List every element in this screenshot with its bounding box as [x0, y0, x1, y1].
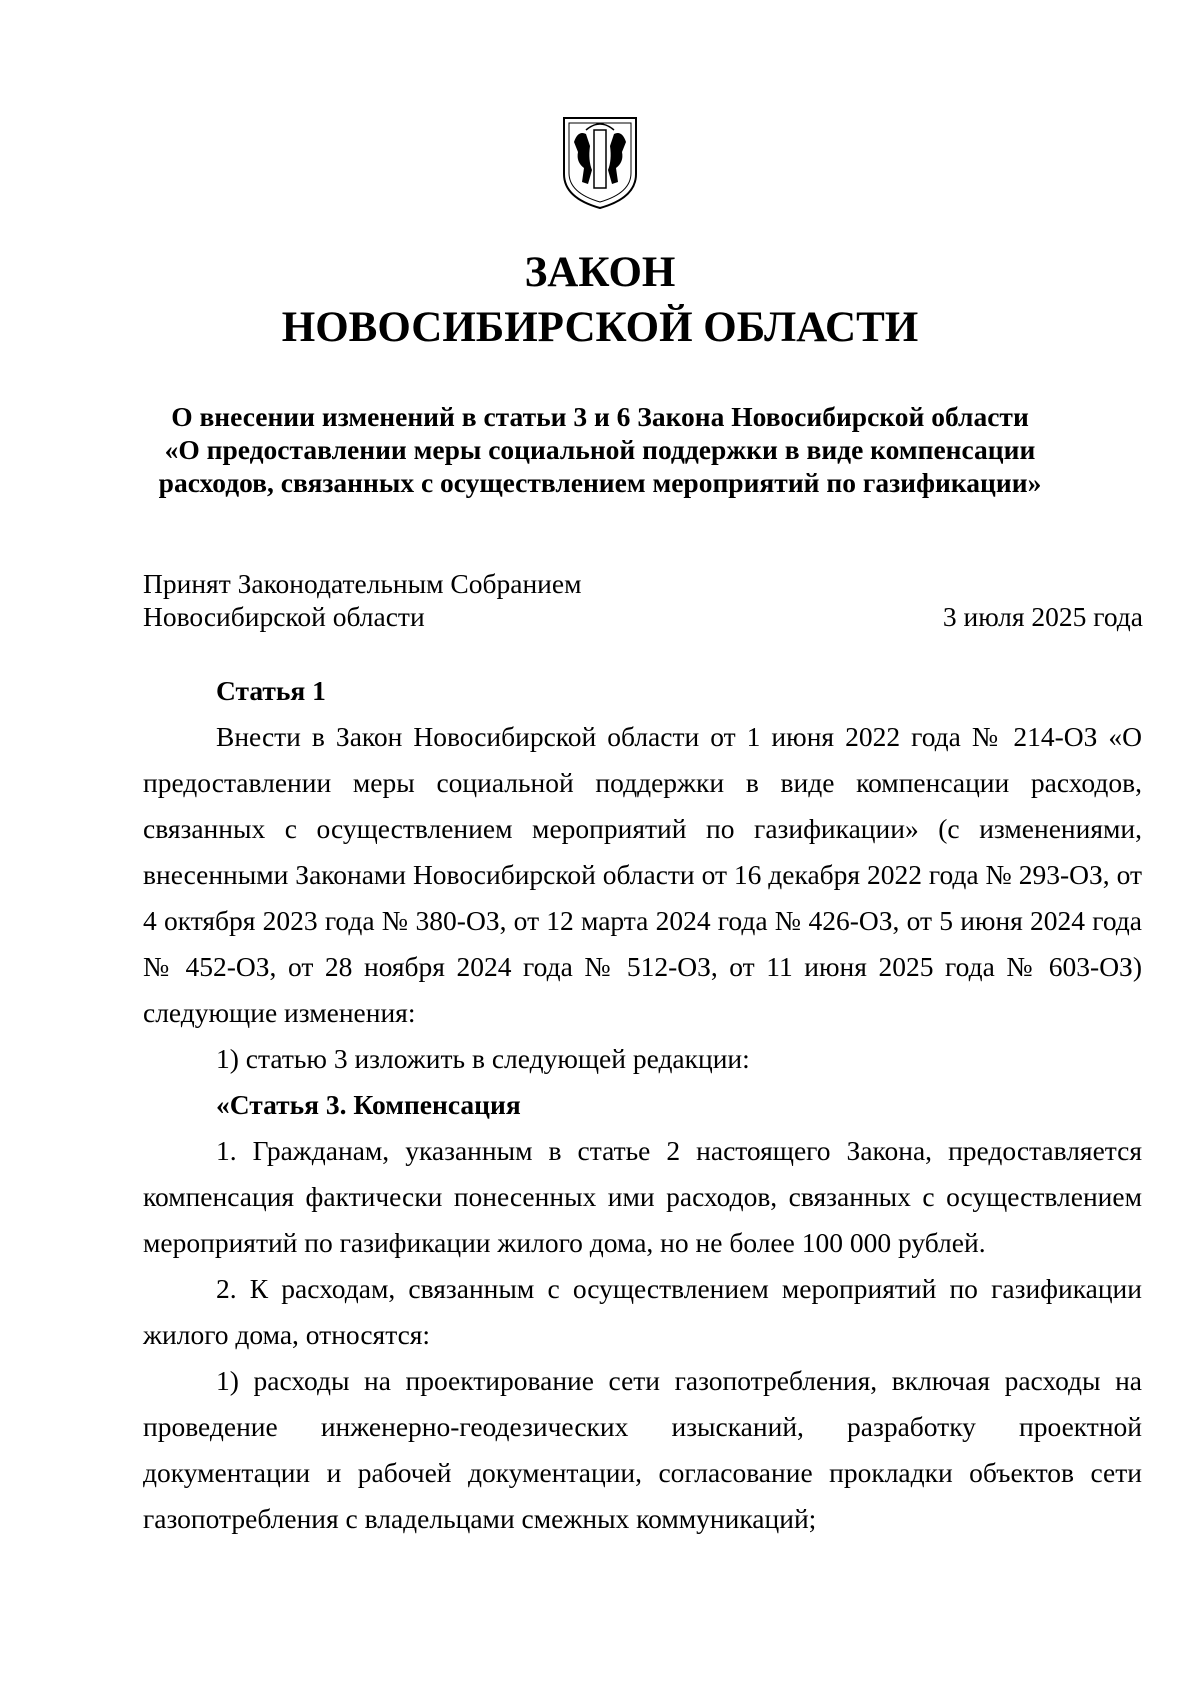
adoption-date: 3 июля 2025 года [942, 601, 1143, 632]
item1-text: 1) статью 3 изложить в следующей редакции: [216, 1043, 750, 1074]
article1-text: Внести в Закон Новосибирской области от 1 июня 2022 года № 214-ОЗ «О предоставлении меры социальной поддержки в виде компенсации расходов, связанных с осуществлением мероприятий по газификации» (с изменениями, внесенными Законами Новосибирской области от 16 декабря 2022 года № 293-ОЗ, от 4 октября 2023 года № 380-ОЗ, от 12 марта 2024 года № 426-ОЗ, от 5 июня 2024 года № 452-ОЗ, от 28 ноября 2024 года № 512-ОЗ, от 11 июня 2025 года № 603-ОЗ) следующие изменения: [143, 721, 1142, 1028]
article3-title: «Статья 3. Компенсация [216, 1089, 521, 1120]
paragraph-2-1: 1) расходы на проектирование сети газопотребления, включая расходы на проведение инженерно-геодезических изысканий, разработку проектной документации и рабочей документации, согласование прокладки объектов сети газопотребления с владельцами смежных коммуникаций; [143, 1365, 1142, 1534]
law-subtitle [130, 400, 1070, 499]
law-body [143, 668, 1142, 1542]
adoption-line2: Новосибирской области [143, 601, 425, 632]
adoption-line1: Принят Законодательным Собранием [143, 568, 582, 599]
coat-of-arms-icon [558, 112, 642, 212]
law-subtitle-line3: расходов, связанных с осуществлением мероприятий по газификации» [158, 467, 1042, 498]
adoption-block [143, 567, 1143, 633]
law-title [0, 245, 1200, 355]
law-subtitle-line2: «О предоставлении меры социальной поддержки в виде компенсации [164, 434, 1036, 465]
article1-title: Статья 1 [216, 675, 326, 706]
law-title-line2: НОВОСИБИРСКОЙ ОБЛАСТИ [281, 304, 919, 351]
paragraph-2: 2. К расходам, связанным с осуществлением мероприятий по газификации жилого дома, относятся: [143, 1273, 1142, 1350]
law-subtitle-line1: О внесении изменений в статьи 3 и 6 Закона Новосибирской области [171, 401, 1029, 432]
paragraph-1: 1. Гражданам, указанным в статье 2 настоящего Закона, предоставляется компенсация фактически понесенных ими расходов, связанных с осуществлением мероприятий по газификации жилого дома, но не более 100 000 рублей. [143, 1135, 1142, 1258]
law-title-line1: ЗАКОН [524, 249, 676, 296]
